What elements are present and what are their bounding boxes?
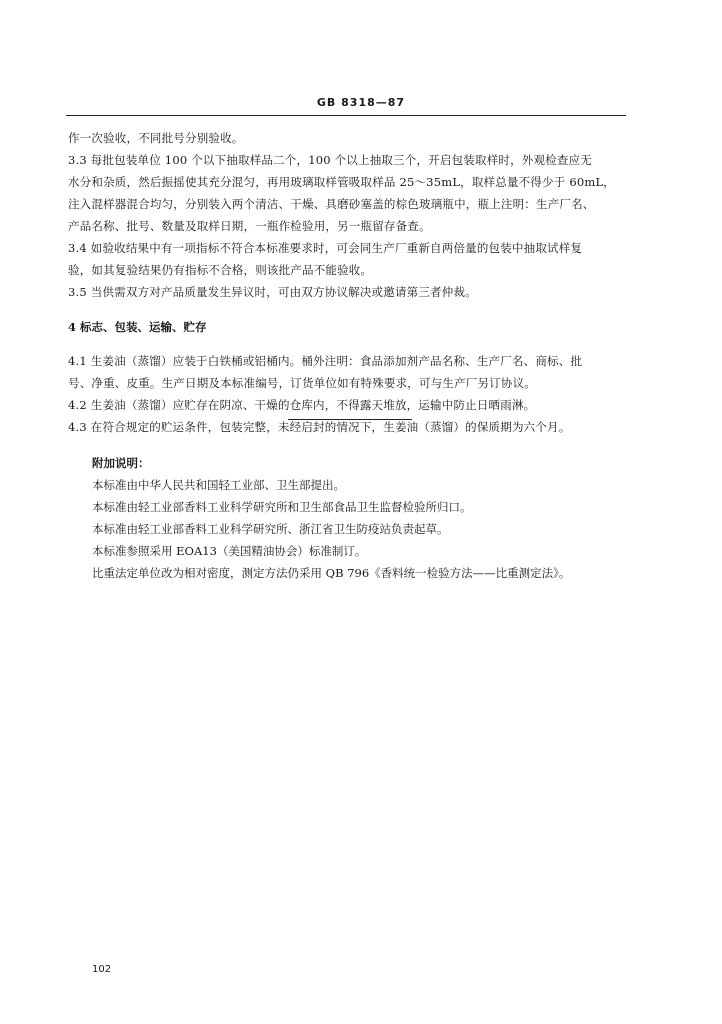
clause-3-4-line-2: 验，如其复验结果仍有指标不合格，则该批产品不能验收。 — [68, 263, 373, 277]
notes-item: 本标准由中华人民共和国轻工业部、卫生部提出。 — [92, 478, 345, 492]
clause-3-3-line-2: 水分和杂质，然后振摇使其充分混匀，再用玻璃取样管吸取样品 25～35mL，取样总量不得少于 60mL， — [68, 175, 615, 189]
standard-number: GB 8318—87 — [316, 96, 406, 109]
clause-4-2-line-1: 4.2 生姜油（蒸馏）应贮存在阴凉、干燥的仓库内，不得露天堆放，运输中防止日晒雨淋。 — [68, 398, 536, 412]
clause-3-3-line-1: 3.3 每批包装单位 100 个以下抽取样品二个，100 个以上抽取三个，开启包装取样时，外观检查应无 — [68, 153, 593, 167]
notes-item: 本标准由轻工业部香料工业科学研究所和卫生部食品卫生监督检验所归口。 — [92, 500, 472, 514]
clause-4-1-line-1: 4.1 生姜油（蒸馏）应装于白铁桶或铝桶内。桶外注明：食品添加剂产品名称、生产厂名、商标、批 — [68, 354, 583, 368]
clause-3-5-line-1: 3.5 当供需双方对产品质量发生异议时，可由双方协议解决或邀请第三者仲裁。 — [68, 285, 477, 299]
page-number: 102 — [92, 964, 112, 975]
clause-4-3-line-1: 4.3 在符合规定的贮运条件，包装完整，未经启封的情况下，生姜油（蒸馏）的保质期为六个月。 — [68, 420, 571, 434]
paragraph-acceptance-continued: 作一次验收，不同批号分别验收。 — [68, 131, 244, 145]
body-text — [68, 127, 630, 438]
notes-item: 本标准由轻工业部香料工业科学研究所、浙江省卫生防疫站负责起草。 — [92, 522, 449, 536]
clause-3-3-line-3: 注入混样器混合均匀，分别装入两个清洁、干燥、具磨砂塞盖的棕色玻璃瓶中，瓶上注明：生产厂名、 — [68, 197, 595, 211]
header-rule — [66, 115, 626, 116]
notes-title: 附加说明： — [92, 456, 150, 470]
clause-3-4-line-1: 3.4 如验收结果中有一项指标不符合本标准要求时，可会同生产厂重新自两倍量的包装中抽取试样复 — [68, 241, 583, 255]
end-of-text-rule — [288, 419, 412, 420]
notes-item: 比重法定单位改为相对密度，测定方法仍采用 QB 796《香料统一检验方法——比重测定法》。 — [92, 566, 571, 580]
additional-notes — [92, 452, 632, 584]
clause-3-3-line-4: 产品名称、批号、数量及取样日期，一瓶作检验用，另一瓶留存备查。 — [68, 219, 431, 233]
clause-4-1-line-2: 号、净重、皮重。生产日期及本标准编号，订货单位如有特殊要求，可与生产厂另订协议。 — [68, 376, 536, 390]
section-4-heading: 4 标志、包装、运输、贮存 — [68, 320, 207, 334]
notes-item: 本标准参照采用 EOA13（美国精油协会）标准制订。 — [92, 544, 367, 558]
